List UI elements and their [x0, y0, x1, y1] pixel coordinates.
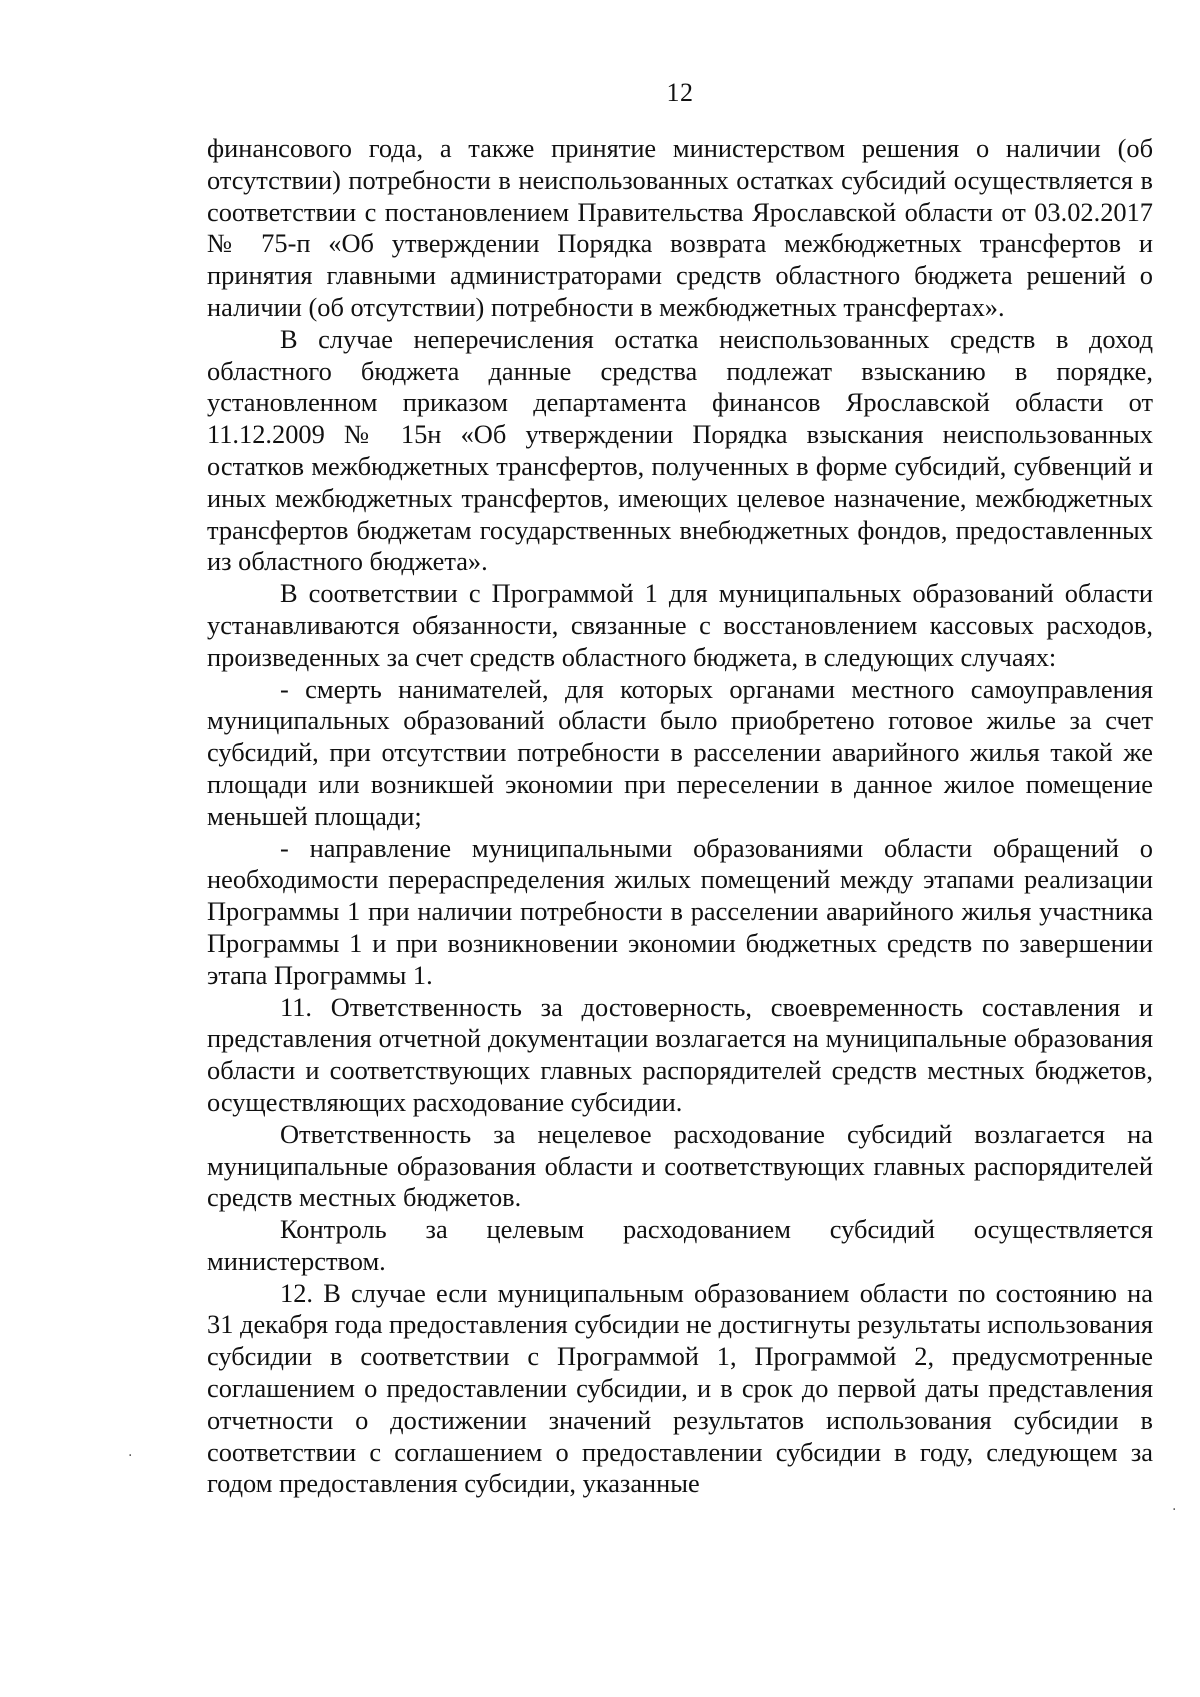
paragraph-12-results: 12. В случае если муниципальным образованием области по состоянию на 31 декабря года предоставления субсидии не достигнуты результаты использования субсидии в соответствии с Программой 1, Программой 2, предусмотренные соглашением о предоставлении субсидии, и в срок до первой даты представления отчетности о достижении значений результатов использования субсидии в соответствии с соглашением о предоставлении субсидии в году, следующем за годом предоставления субсидии, указанные [207, 1277, 1153, 1499]
scan-artifact: · [1172, 1502, 1177, 1518]
page-number: 12 [666, 78, 694, 107]
scan-artifact: · [128, 1448, 133, 1464]
paragraph-case-redistribution: - направление муниципальными образованиями области обращений о необходимости перераспределения жилых помещений между этапами реализации Программы 1 при наличии потребности в расселении аварийного жилья участника Программы 1 и при возникновении экономии бюджетных средств по завершении этапа Программы 1. [207, 832, 1153, 990]
paragraph-program-obligations: В соответствии с Программой 1 для муниципальных образований области устанавливаются обязанности, связанные с восстановлением кассовых расходов, произведенных за счет средств областного бюджета, в следующих случаях: [207, 578, 1153, 672]
paragraph-11-responsibility: 11. Ответственность за достоверность, своевременность составления и представления отчетной документации возлагается на муниципальные образования области и соответствующих главных распорядителей средств местных бюджетов, осуществляющих расходование субсидии. [207, 991, 1153, 1117]
paragraph-case-death: - смерть нанимателей, для которых органами местного самоуправления муниципальных образований области было приобретено готовое жилье за счет субсидий, при отсутствии потребности в расселении аварийного жилья такой же площади или возникшей экономии при переселении в данное жилое помещение меньшей площади; [207, 673, 1153, 831]
document-body [207, 133, 1153, 1500]
paragraph-continuation: финансового года, а также принятие министерством решения о наличии (об отсутствии) потребности в неиспользованных остатках субсидий осуществляется в соответствии с постановлением Правительства Ярославской области от 03.02.2017 № 75-п «Об утверждении Порядка возврата межбюджетных трансфертов и принятия главными администраторами средств областного бюджета решений о наличии (об отсутствии) потребности в межбюджетных трансфертах». [207, 133, 1153, 322]
paragraph-control: Контроль за целевым расходованием субсидий осуществляется министерством. [207, 1214, 1153, 1276]
paragraph-nonremittance: В случае неперечисления остатка неиспользованных средств в доход областного бюджета данные средства подлежат взысканию в порядке, установленном приказом департамента финансов Ярославской области от 11.12.2009 № 15н «Об утверждении Порядка взыскания неиспользованных остатков межбюджетных трансфертов, полученных в форме субсидий, субвенций и иных межбюджетных трансфертов, имеющих целевое назначение, межбюджетных трансфертов бюджетам государственных внебюджетных фондов, предоставленных из областного бюджета». [207, 323, 1153, 577]
paragraph-misuse-responsibility: Ответственность за нецелевое расходование субсидий возлагается на муниципальные образования области и соответствующих главных распорядителей средств местных бюджетов. [207, 1118, 1153, 1213]
